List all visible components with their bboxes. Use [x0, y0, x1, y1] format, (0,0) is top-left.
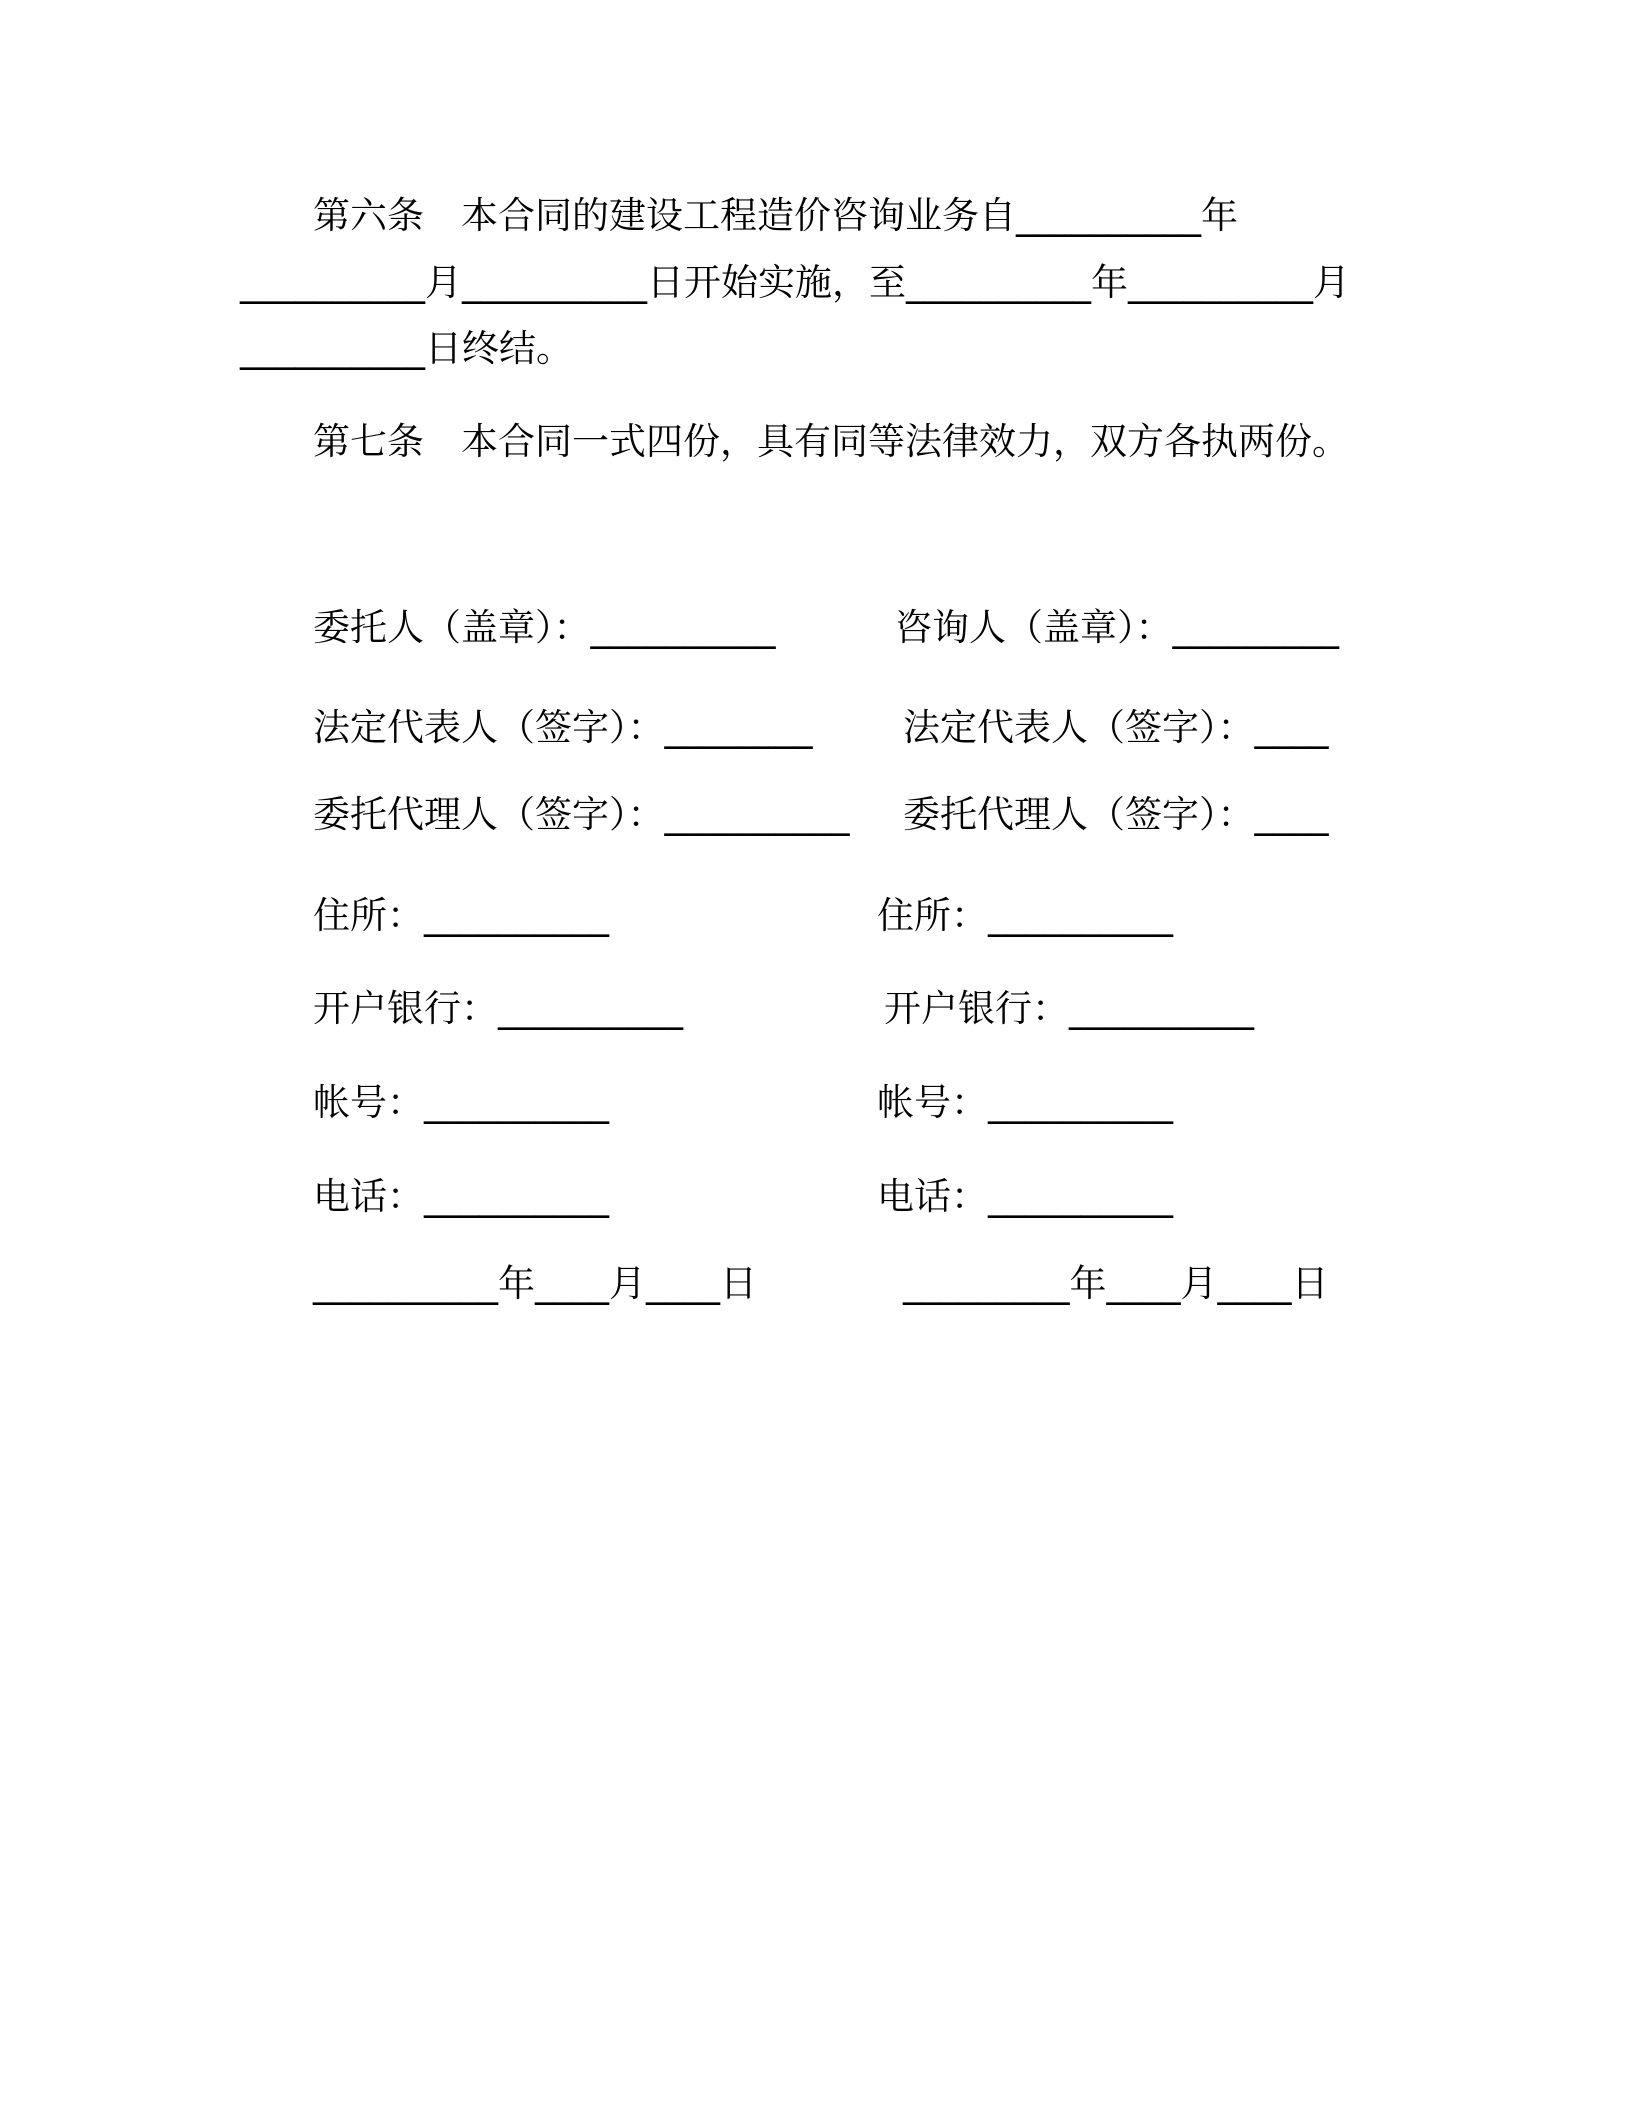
- principal-address-field: 住所：__________: [313, 894, 609, 937]
- article-6-line-2: __________月__________日开始实施，至__________年__________月: [240, 261, 1350, 304]
- consultant-date-field: _________年____月____日: [903, 1262, 1329, 1305]
- principal-agent-field: 委托代理人（签字）：__________: [313, 793, 850, 836]
- consultant-legal-rep-field: 法定代表人（签字）：____: [903, 706, 1329, 749]
- article-7-text: 第七条 本合同一式四份，具有同等法律效力，双方各执两份。: [313, 420, 1349, 463]
- consultant-seal-field: 咨询人（盖章）：_________: [895, 606, 1339, 649]
- consultant-address-field: 住所：__________: [877, 894, 1173, 937]
- article-6-line-3: __________日终结。: [240, 327, 573, 370]
- principal-phone-field: 电话：__________: [313, 1175, 609, 1218]
- principal-legal-rep-field: 法定代表人（签字）：________: [313, 706, 813, 749]
- consultant-phone-field: 电话：__________: [877, 1175, 1173, 1218]
- article-6-line-1: 第六条 本合同的建设工程造价咨询业务自__________年: [313, 194, 1238, 237]
- principal-seal-field: 委托人（盖章）：__________: [313, 606, 776, 649]
- principal-account-field: 帐号：__________: [313, 1081, 609, 1124]
- principal-bank-field: 开户银行：__________: [313, 987, 683, 1030]
- consultant-agent-field: 委托代理人（签字）：____: [903, 793, 1329, 836]
- consultant-bank-field: 开户银行：__________: [884, 987, 1254, 1030]
- consultant-account-field: 帐号：__________: [877, 1081, 1173, 1124]
- principal-date-field: __________年____月____日: [313, 1262, 757, 1305]
